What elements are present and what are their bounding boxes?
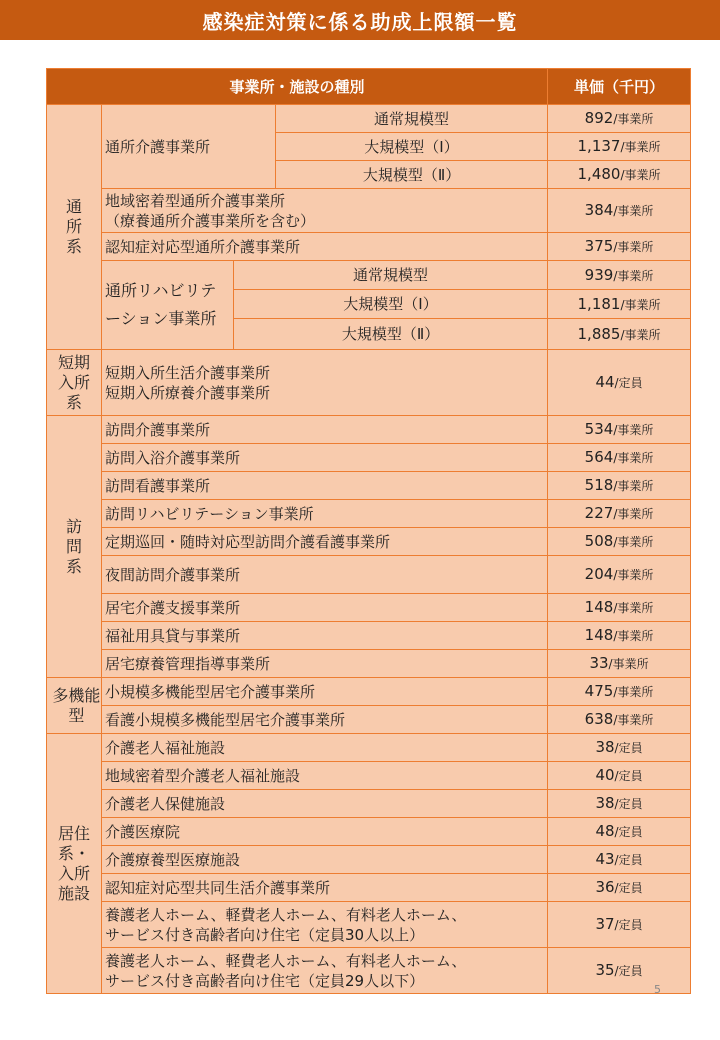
table-row [47,622,691,650]
table-row [47,734,691,762]
price-cell: 1,885/事業所 [548,319,691,350]
table-row [47,233,691,261]
row-name: 介護療養型医療施設 [102,846,548,874]
table-row [47,846,691,874]
table-row [47,472,691,500]
price-cell: 384/事業所 [548,189,691,233]
table-row [47,762,691,790]
table-row [47,790,691,818]
row-name: 介護老人福祉施設 [102,734,548,762]
table-row [47,416,691,444]
price-cell: 475/事業所 [548,678,691,706]
price-cell: 1,137/事業所 [548,133,691,161]
price-cell: 43/定員 [548,846,691,874]
row-name: 介護医療院 [102,818,548,846]
tsusho-riha-name: 通所リハビリテーション事業所 [102,261,234,350]
row-name: 居宅療養管理指導事業所 [102,650,548,678]
category-tanki: 短期入所系 [47,350,102,416]
price-cell: 939/事業所 [548,261,691,290]
table-row [47,902,691,948]
table-row [47,678,691,706]
table-row [47,874,691,902]
tanki-name: 短期入所生活介護事業所 短期入所療養介護事業所 [102,350,548,416]
category-takino: 多機能型 [47,678,102,734]
row-name: 養護老人ホーム、軽費老人ホーム、有料老人ホーム、 サービス付き高齢者向け住宅（定員30人以上） [102,902,548,948]
header-price: 単価（千円） [548,69,691,105]
row-name: 養護老人ホーム、軽費老人ホーム、有料老人ホーム、 サービス付き高齢者向け住宅（定員29人以下） [102,948,548,994]
table-row [47,350,691,416]
price-cell: 38/定員 [548,734,691,762]
row-name: 認知症対応型共同生活介護事業所 [102,874,548,902]
price-cell: 148/事業所 [548,622,691,650]
row-name: 定期巡回・随時対応型訪問介護看護事業所 [102,528,548,556]
row-name: 看護小規模多機能型居宅介護事業所 [102,706,548,734]
row-name: 訪問入浴介護事業所 [102,444,548,472]
tsusho-kaigo-name: 通所介護事業所 [102,105,276,189]
table-row [47,444,691,472]
price-cell: 44/定員 [548,350,691,416]
price-cell: 508/事業所 [548,528,691,556]
table-row [47,500,691,528]
size-label: 大規模型（Ⅰ） [276,133,548,161]
row-name: 地域密着型介護老人福祉施設 [102,762,548,790]
table-row [47,261,691,290]
price-cell: 227/事業所 [548,500,691,528]
row-name: 訪問リハビリテーション事業所 [102,500,548,528]
price-cell: 518/事業所 [548,472,691,500]
price-cell: 48/定員 [548,818,691,846]
size-label: 通常規模型 [276,105,548,133]
price-cell: 148/事業所 [548,594,691,622]
price-cell: 40/定員 [548,762,691,790]
price-cell: 534/事業所 [548,416,691,444]
price-cell: 892/事業所 [548,105,691,133]
row-name: 福祉用具貸与事業所 [102,622,548,650]
price-cell: 375/事業所 [548,233,691,261]
size-label: 大規模型（Ⅰ） [234,290,548,319]
price-cell: 35/定員 [548,948,691,994]
page-title: 感染症対策に係る助成上限額一覧 [0,0,720,40]
price-cell: 204/事業所 [548,556,691,594]
tsusho-ninchi-name: 認知症対応型通所介護事業所 [102,233,548,261]
page-number: 5 [654,983,661,996]
table-row [47,594,691,622]
tsusho-chiiki-name: 地域密着型通所介護事業所 （療養通所介護事業所を含む） [102,189,548,233]
table-header-row [47,69,691,105]
table-row [47,105,691,133]
row-name: 訪問介護事業所 [102,416,548,444]
table-row [47,818,691,846]
size-label: 通常規模型 [234,261,548,290]
category-tsusho: 通所系 [47,105,102,350]
price-cell: 638/事業所 [548,706,691,734]
size-label: 大規模型（Ⅱ） [276,161,548,189]
price-cell: 36/定員 [548,874,691,902]
table-row [47,556,691,594]
size-label: 大規模型（Ⅱ） [234,319,548,350]
header-type: 事業所・施設の種別 [47,69,548,105]
price-cell: 1,480/事業所 [548,161,691,189]
row-name: 居宅介護支援事業所 [102,594,548,622]
row-name: 小規模多機能型居宅介護事業所 [102,678,548,706]
row-name: 夜間訪問介護事業所 [102,556,548,594]
price-cell: 33/事業所 [548,650,691,678]
row-name: 介護老人保健施設 [102,790,548,818]
subsidy-table [46,68,691,994]
table-row [47,706,691,734]
table-row [47,528,691,556]
price-cell: 1,181/事業所 [548,290,691,319]
table-row [47,650,691,678]
price-cell: 37/定員 [548,902,691,948]
price-cell: 38/定員 [548,790,691,818]
row-name: 訪問看護事業所 [102,472,548,500]
category-kyoju: 居住系・入所施設 [47,734,102,994]
price-cell: 564/事業所 [548,444,691,472]
table-row [47,189,691,233]
category-homon: 訪問系 [47,416,102,678]
table-row [47,948,691,994]
